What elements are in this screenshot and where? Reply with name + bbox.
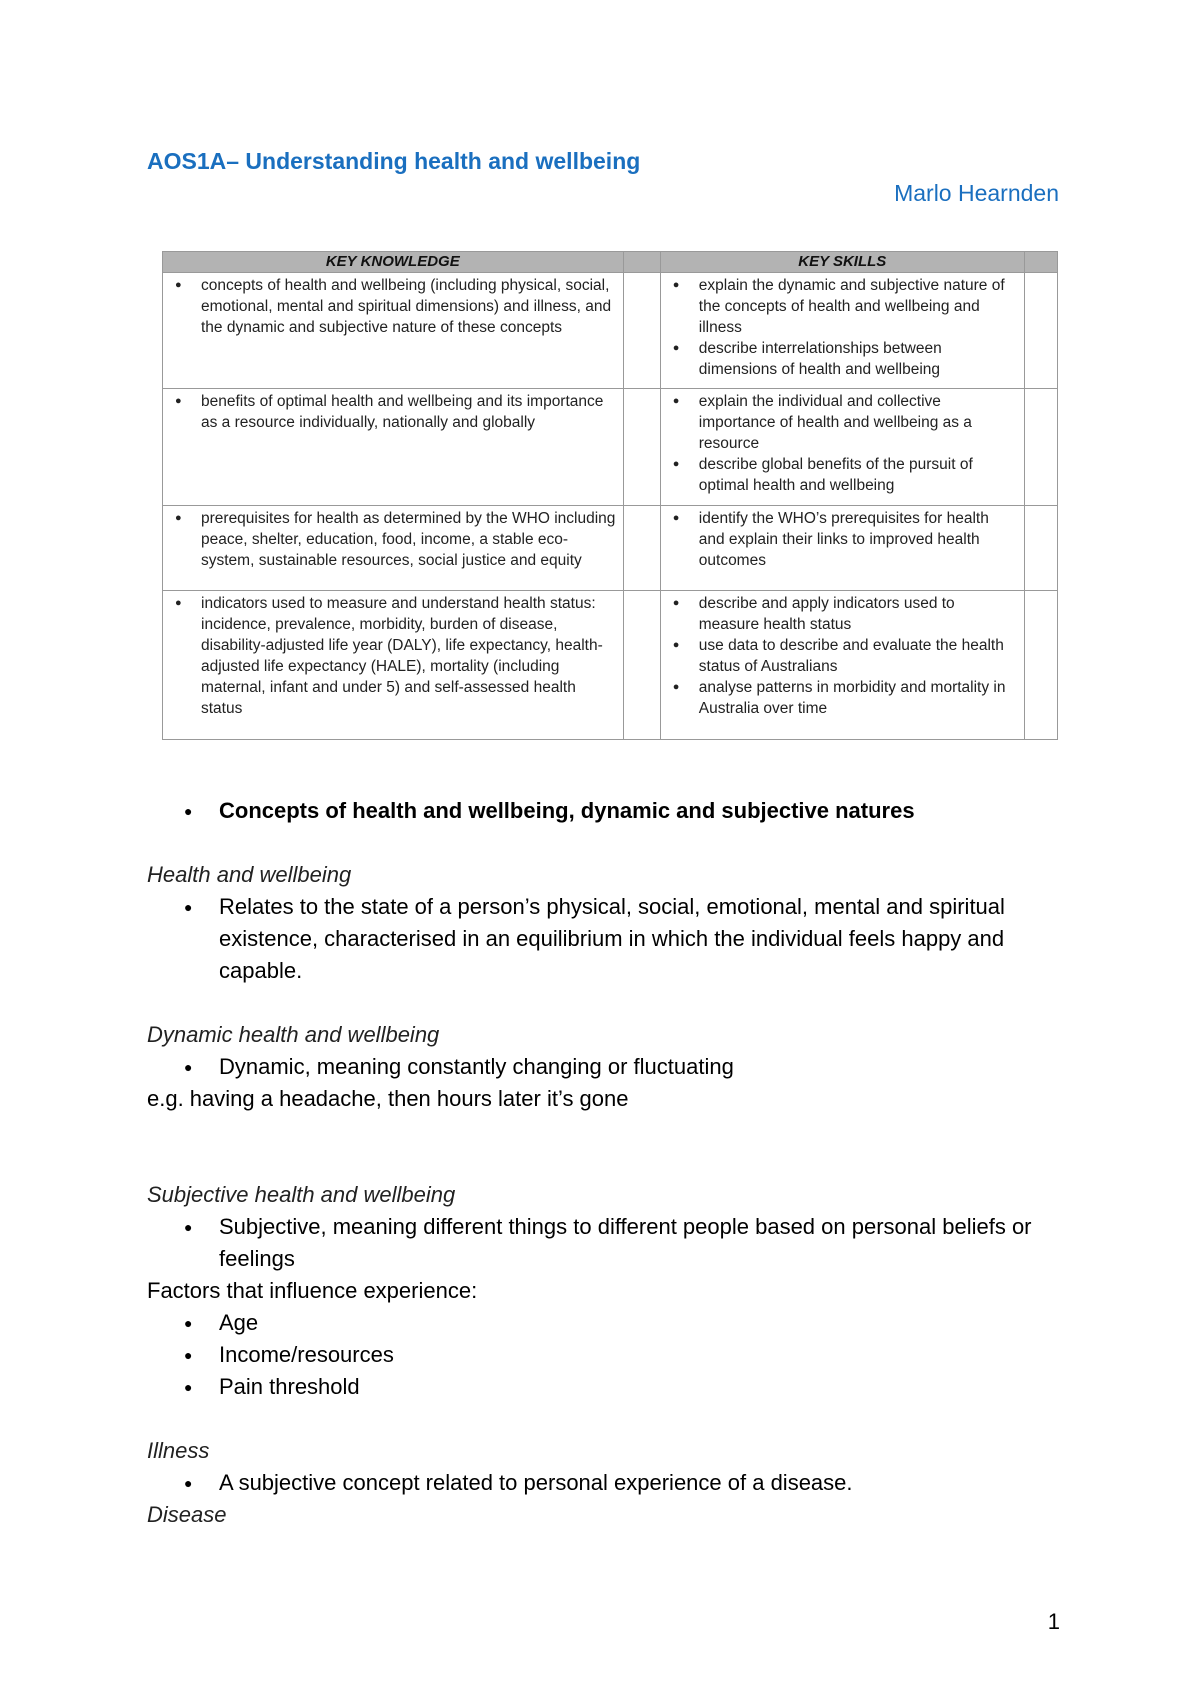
list-item: ● describe interrelationships between dimensions of health and wellbeing (667, 338, 1018, 380)
document-title: AOS1A– Understanding health and wellbeing (147, 148, 641, 174)
dynamic-example: e.g. having a headache, then hours later it’s gone (147, 1086, 629, 1111)
check-cell (623, 389, 660, 506)
skills-cell (660, 273, 1024, 389)
check-cell (623, 273, 660, 389)
knowledge-cell (163, 389, 624, 506)
page-number: 1 (1047, 1609, 1060, 1634)
health-wellbeing-heading: Health and wellbeing (147, 862, 352, 887)
table-row (163, 591, 1058, 740)
disease-heading: Disease (147, 1502, 227, 1527)
list-item: ● Pain threshold (147, 1371, 1067, 1403)
list-item: ● Income/resources (147, 1339, 1067, 1371)
key-skills-header: KEY SKILLS (660, 252, 1024, 273)
knowledge-cell (163, 591, 624, 740)
check-column-header (1024, 252, 1057, 273)
skills-cell (660, 506, 1024, 591)
list-item: ● Relates to the state of a person’s physical, social, emotional, mental and spiritual existence, characterised in an equilibrium in which the individual feels happy and capable. (147, 891, 1067, 987)
list-item: ● describe global benefits of the pursuit of optimal health and wellbeing (667, 454, 1018, 496)
table-header-row (163, 252, 1058, 273)
check-cell (1024, 273, 1057, 389)
key-knowledge-header: KEY KNOWLEDGE (163, 252, 624, 273)
list-item: ● Dynamic, meaning constantly changing or fluctuating (147, 1051, 1067, 1083)
main-topic-bullet: ● Concepts of health and wellbeing, dynamic and subjective natures (147, 795, 1067, 827)
author-name: Marlo Hearnden (894, 180, 1059, 206)
list-item: ● describe and apply indicators used to measure health status (667, 593, 1018, 635)
table-row (163, 389, 1058, 506)
list-item: ● A subjective concept related to personal experience of a disease. (147, 1467, 1067, 1499)
list-item: ● indicators used to measure and understand health status: incidence, prevalence, morbidity, burden of disease, disability-adjusted life year (DALY), life expectancy, health-adjusted life expectancy (HALE), mortality (including maternal, infant and under 5) and self-assessed health status (169, 593, 617, 719)
skills-cell (660, 389, 1024, 506)
check-column-header (623, 252, 660, 273)
list-item: ● Subjective, meaning different things to different people based on personal beliefs or feelings (147, 1211, 1067, 1275)
dynamic-heading: Dynamic health and wellbeing (147, 1022, 440, 1047)
knowledge-cell (163, 273, 624, 389)
table-row (163, 273, 1058, 389)
illness-heading: Illness (147, 1438, 210, 1463)
check-cell (623, 506, 660, 591)
list-item: ● use data to describe and evaluate the health status of Australians (667, 635, 1018, 677)
list-item: ● Age (147, 1307, 1067, 1339)
subjective-heading: Subjective health and wellbeing (147, 1182, 456, 1207)
check-cell (1024, 389, 1057, 506)
check-cell (1024, 591, 1057, 740)
key-knowledge-skills-table (162, 251, 1058, 740)
list-item: ● concepts of health and wellbeing (including physical, social, emotional, mental and spiritual dimensions) and illness, and the dynamic and subjective nature of these concepts (169, 275, 617, 338)
list-item: ● explain the individual and collective importance of health and wellbeing as a resource (667, 391, 1018, 454)
table-row (163, 506, 1058, 591)
factors-label: Factors that influence experience: (147, 1278, 478, 1303)
list-item: ● prerequisites for health as determined by the WHO including peace, shelter, education, food, income, a stable eco-system, sustainable resources, social justice and equity (169, 508, 617, 571)
skills-cell (660, 591, 1024, 740)
notes-body (147, 795, 1067, 1531)
check-cell (623, 591, 660, 740)
list-item: ● analyse patterns in morbidity and mortality in Australia over time (667, 677, 1018, 719)
list-item: ● explain the dynamic and subjective nature of the concepts of health and wellbeing and illness (667, 275, 1018, 338)
check-cell (1024, 506, 1057, 591)
knowledge-cell (163, 506, 624, 591)
list-item: ● benefits of optimal health and wellbeing and its importance as a resource individually, nationally and globally (169, 391, 617, 433)
list-item: ● identify the WHO’s prerequisites for health and explain their links to improved health outcomes (667, 508, 1018, 571)
